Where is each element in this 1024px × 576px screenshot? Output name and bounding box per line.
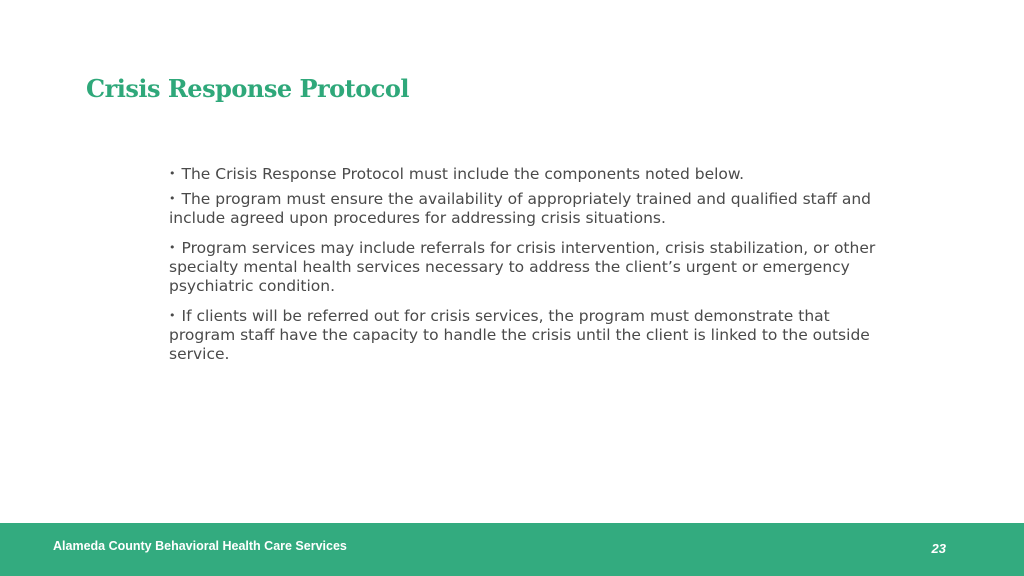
- footer-bar: [0, 523, 1024, 576]
- bullet-item: [169, 189, 889, 228]
- bullet-dot-icon: •: [169, 167, 176, 180]
- bullet-text: The program must ensure the availability of appropriately trained and qualified staff and include agreed upon procedures for addressing crisis situations.: [169, 190, 872, 227]
- bullet-text: If clients will be referred out for crisis services, the program must demonstrate that program staff have the capacity to handle the crisis until the client is linked to the outside service.: [169, 307, 870, 363]
- bullet-list: [169, 164, 889, 364]
- bullet-item: [169, 306, 889, 364]
- bullet-dot-icon: •: [169, 309, 176, 322]
- bullet-text: Program services may include referrals for crisis intervention, crisis stabilization, or other specialty mental health services necessary to address the client’s urgent or emergency psychiatric condition.: [169, 239, 876, 295]
- bullet-item: [169, 238, 889, 296]
- footer-organization: Alameda County Behavioral Health Care Services: [53, 539, 347, 553]
- bullet-item: [169, 164, 889, 184]
- bullet-dot-icon: •: [169, 192, 176, 205]
- page-number: 23: [931, 541, 946, 556]
- bullet-dot-icon: •: [169, 241, 176, 254]
- slide-title: Crisis Response Protocol: [86, 74, 409, 103]
- bullet-text: The Crisis Response Protocol must include the components noted below.: [181, 165, 745, 183]
